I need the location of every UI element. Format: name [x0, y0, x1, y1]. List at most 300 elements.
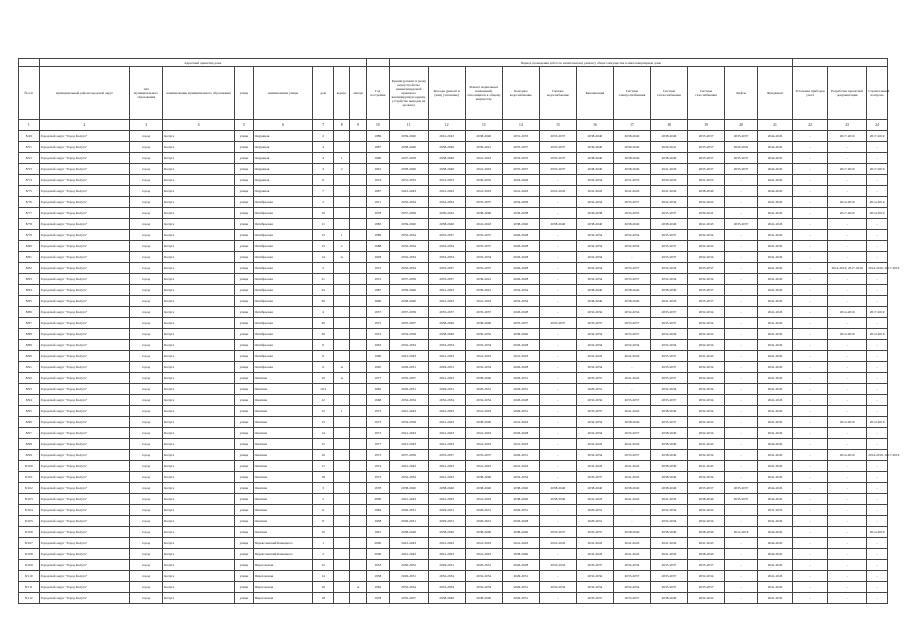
table-cell: 2044-2045: [758, 439, 793, 450]
table-cell: 2041-2043: [428, 351, 465, 362]
table-cell: 2035-2037: [539, 142, 576, 153]
table-cell: улица: [235, 538, 254, 549]
table-cell: Городской округ "Город Калуга": [39, 527, 130, 538]
table-cell: улица: [235, 175, 254, 186]
table-cell: 2038-2040: [613, 164, 650, 175]
table-cell: 2032-2034: [688, 395, 725, 406]
table-cell: улица: [235, 483, 254, 494]
table-cell: -: [613, 516, 650, 527]
table-cell: 2041-2043: [576, 461, 613, 472]
table-cell: -: [725, 439, 758, 450]
table-cell: Городской округ "Город Калуга": [39, 164, 130, 175]
table-cell: 2038-2040: [650, 593, 687, 604]
table-cell: -: [725, 549, 758, 560]
table-cell: 2032-2034: [650, 505, 687, 516]
table-cell: 2041-2043: [428, 472, 465, 483]
table-cell: 2032-2034: [688, 197, 725, 208]
column-header: Лифты: [725, 67, 758, 120]
table-cell: Городской округ "Город Калуга": [39, 219, 130, 230]
table-cell: -: [828, 505, 867, 516]
table-cell: 8/91: [19, 362, 40, 373]
table-cell: -: [793, 439, 828, 450]
table-cell: 2041-2043: [758, 296, 793, 307]
table-cell: Окружная: [253, 164, 313, 175]
table-cell: 2035-2037: [389, 318, 428, 329]
table-cell: город: [130, 549, 163, 560]
table-row: [19, 527, 888, 538]
table-cell: 8/94: [19, 395, 40, 406]
table-cell: 2035-2037: [428, 450, 465, 461]
table-cell: -: [828, 252, 867, 263]
table-cell: город: [130, 450, 163, 461]
table-cell: [350, 252, 367, 263]
table-cell: 2044-2045: [758, 186, 793, 197]
table-cell: 1987: [366, 142, 389, 153]
table-cell: Городской округ "Город Калуга": [39, 285, 130, 296]
table-cell: 2032-2034: [613, 230, 650, 241]
column-number: 18: [650, 120, 687, 131]
table-cell: 2041-2043: [758, 362, 793, 373]
table-cell: 2041-2043: [539, 186, 576, 197]
table-cell: 2035-2037: [688, 142, 725, 153]
table-cell: Окружная: [253, 175, 313, 186]
table-cell: 2030-2032: [389, 560, 428, 571]
table-cell: Городской округ "Город Калуга": [39, 329, 130, 340]
table-cell: 2038-2040: [539, 219, 576, 230]
table-cell: 2041-2043: [758, 472, 793, 483]
table-cell: улица: [235, 208, 254, 219]
table-cell: Калуга: [163, 582, 235, 593]
column-number-row: [19, 120, 888, 131]
table-cell: Городской округ "Город Калуга": [39, 252, 130, 263]
table-cell: 2026-2028: [502, 252, 539, 263]
table-cell: -: [793, 197, 828, 208]
table-cell: улица: [235, 494, 254, 505]
column-header: Строительный контроль: [867, 67, 888, 120]
table-cell: -: [539, 307, 576, 318]
table-cell: город: [130, 483, 163, 494]
table-cell: улица: [235, 560, 254, 571]
table-cell: 14: [313, 252, 334, 263]
table-cell: 2032-2034: [688, 450, 725, 461]
table-row: [19, 560, 888, 571]
table-cell: -: [725, 450, 758, 461]
table-cell: -: [613, 252, 650, 263]
table-cell: -: [793, 164, 828, 175]
table-cell: Октябрьская: [253, 241, 313, 252]
table-cell: -: [539, 549, 576, 560]
table-cell: 2041-2043: [389, 351, 428, 362]
table-cell: 2026-2028: [502, 428, 539, 439]
table-cell: -: [828, 186, 867, 197]
table-cell: 8/102: [19, 483, 40, 494]
table-cell: 8/81: [19, 252, 40, 263]
table-cell: 2041-2043: [758, 285, 793, 296]
table-cell: 2038-2040: [613, 527, 650, 538]
table-cell: 2017-2019: [867, 131, 888, 142]
table-cell: -: [867, 318, 888, 329]
table-cell: 2029-2031: [389, 362, 428, 373]
table-cell: 2044-2045: [758, 527, 793, 538]
table-cell: Калуга: [163, 494, 235, 505]
table-cell: 2035-2037: [650, 395, 687, 406]
table-cell: 2038-2040: [465, 483, 502, 494]
table-cell: Калуга: [163, 560, 235, 571]
table-cell: 2038-2040: [688, 527, 725, 538]
table-cell: 2035-2037: [688, 164, 725, 175]
table-cell: 8/76: [19, 197, 40, 208]
table-cell: 2032-2034: [576, 307, 613, 318]
table-cell: 8/79: [19, 230, 40, 241]
table-cell: Городской округ "Город Калуга": [39, 483, 130, 494]
table-cell: 2035-2037: [576, 406, 613, 417]
table-cell: улица: [235, 505, 254, 516]
table-cell: 2032-2034: [576, 395, 613, 406]
table-cell: 2035-2037: [428, 230, 465, 241]
table-cell: Калуга: [163, 230, 235, 241]
table-cell: улица: [235, 417, 254, 428]
table-cell: 2017-2019: [828, 208, 867, 219]
table-cell: 2041-2043: [758, 406, 793, 417]
table-cell: Окопная: [253, 483, 313, 494]
table-cell: 1973: [366, 472, 389, 483]
table-cell: 13: [313, 230, 334, 241]
table-cell: 2041-2043: [465, 406, 502, 417]
table-cell: Городской округ "Город Калуга": [39, 351, 130, 362]
table-cell: 2041-2043: [650, 186, 687, 197]
table-cell: 1960: [366, 351, 389, 362]
table-cell: 2035-2037: [688, 285, 725, 296]
table-cell: 2032-2034: [502, 472, 539, 483]
table-cell: 1975: [366, 318, 389, 329]
column-number: 2: [39, 120, 130, 131]
table-cell: [350, 208, 367, 219]
table-cell: Октябрьская: [253, 285, 313, 296]
table-cell: Городской округ "Город Калуга": [39, 538, 130, 549]
table-cell: 2031-2033: [758, 505, 793, 516]
table-cell: город: [130, 351, 163, 362]
table-cell: 2035-2037: [576, 560, 613, 571]
table-cell: 2032-2034: [688, 505, 725, 516]
table-cell: 2038-2040: [576, 131, 613, 142]
table-cell: -: [828, 384, 867, 395]
column-header: наименование улицы: [253, 67, 313, 120]
table-row: [19, 252, 888, 263]
table-cell: 2038-2040: [576, 219, 613, 230]
table-cell: 1990: [366, 296, 389, 307]
table-row: [19, 329, 888, 340]
table-cell: 2038-2040: [465, 131, 502, 142]
table-cell: 1972: [366, 263, 389, 274]
table-cell: улица: [235, 549, 254, 560]
table-cell: 2035-2037: [725, 219, 758, 230]
table-cell: -: [793, 142, 828, 153]
table-cell: Окружная: [253, 186, 313, 197]
table-cell: [350, 505, 367, 516]
table-cell: 2032-2034: [650, 274, 687, 285]
table-cell: -: [725, 208, 758, 219]
table-cell: 2041-2043: [650, 538, 687, 549]
table-cell: 2041-2043: [758, 230, 793, 241]
table-cell: 2029-2031: [502, 571, 539, 582]
table-cell: 5: [313, 494, 334, 505]
table-cell: город: [130, 197, 163, 208]
table-cell: 2038-2040: [389, 527, 428, 538]
table-cell: 2041-2043: [613, 494, 650, 505]
table-cell: Калуга: [163, 175, 235, 186]
table-cell: 2041-2043: [650, 164, 687, 175]
table-cell: -: [793, 318, 828, 329]
table-cell: -: [725, 285, 758, 296]
table-cell: [350, 538, 367, 549]
table-cell: 2026-2028: [502, 307, 539, 318]
table-cell: 2029-2031: [502, 582, 539, 593]
table-cell: Пироговская: [253, 571, 313, 582]
table-cell: 2032-2034: [613, 307, 650, 318]
table-cell: Городской округ "Город Калуга": [39, 340, 130, 351]
table-cell: 2032-2034: [428, 252, 465, 263]
table-cell: 8/90: [19, 351, 40, 362]
table-cell: 2014-2016: [867, 527, 888, 538]
table-cell: 2032-2034: [576, 175, 613, 186]
column-header-row: [19, 67, 888, 120]
table-cell: Калуга: [163, 439, 235, 450]
table-cell: 2026-2028: [502, 395, 539, 406]
table-cell: город: [130, 395, 163, 406]
table-cell: город: [130, 538, 163, 549]
table-cell: -: [828, 538, 867, 549]
table-cell: 1958: [366, 571, 389, 582]
table-cell: город: [130, 296, 163, 307]
table-cell: [333, 384, 349, 395]
table-cell: Городской округ "Город Калуга": [39, 494, 130, 505]
table-cell: 2035-2037: [613, 274, 650, 285]
table-cell: 2037-2039: [389, 307, 428, 318]
table-row: [19, 197, 888, 208]
column-number: 22: [793, 120, 828, 131]
table-cell: 2017-2019: [828, 164, 867, 175]
table-cell: 2032-2034: [688, 472, 725, 483]
table-cell: 2029-2031: [428, 516, 465, 527]
table-row: [19, 131, 888, 142]
table-cell: Городской округ "Город Калуга": [39, 263, 130, 274]
table-cell: -: [793, 461, 828, 472]
table-cell: 4: [313, 142, 334, 153]
table-cell: 2038-2040: [428, 164, 465, 175]
column-header: наименование муниципального образования: [163, 67, 235, 120]
table-row: [19, 494, 888, 505]
table-cell: 2035-2037: [613, 593, 650, 604]
table-cell: -: [867, 186, 888, 197]
table-cell: Городской округ "Город Калуга": [39, 197, 130, 208]
table-cell: 2037-2039: [389, 450, 428, 461]
table-cell: 6: [313, 340, 334, 351]
table-cell: 2014-2019: [867, 208, 888, 219]
table-cell: Окружная: [253, 153, 313, 164]
table-cell: 2032-2034: [688, 307, 725, 318]
table-cell: город: [130, 318, 163, 329]
table-cell: Октябрьская: [253, 208, 313, 219]
table-cell: Окопная: [253, 527, 313, 538]
table-cell: -: [793, 252, 828, 263]
table-cell: 9: [313, 362, 334, 373]
table-row: [19, 208, 888, 219]
table-cell: Калуга: [163, 219, 235, 230]
table-cell: 6: [313, 505, 334, 516]
table-cell: 2041-2043: [688, 461, 725, 472]
table-cell: -: [793, 516, 828, 527]
table-cell: Окопная: [253, 417, 313, 428]
table-cell: 12: [313, 406, 334, 417]
table-row: [19, 428, 888, 439]
table-cell: 2032-2034: [688, 274, 725, 285]
table-cell: [350, 494, 367, 505]
table-cell: 2041-2043: [502, 538, 539, 549]
table-cell: 2038-2040: [576, 153, 613, 164]
table-cell: -: [793, 219, 828, 230]
table-cell: 8/99: [19, 450, 40, 461]
table-cell: -: [725, 340, 758, 351]
table-cell: улица: [235, 263, 254, 274]
table-cell: 2041-2043: [428, 296, 465, 307]
table-cell: 2031-2033: [389, 175, 428, 186]
table-cell: 2029-2031: [502, 384, 539, 395]
table-row: [19, 230, 888, 241]
table-cell: [350, 549, 367, 560]
table-cell: Окопная: [253, 439, 313, 450]
table-cell: -: [539, 571, 576, 582]
table-cell: 2038-2040: [650, 439, 687, 450]
table-cell: 2041-2043: [758, 417, 793, 428]
table-cell: [333, 186, 349, 197]
table-cell: -: [793, 538, 828, 549]
table-cell: 2038-2040: [613, 131, 650, 142]
table-cell: Калуга: [163, 186, 235, 197]
table-row: [19, 384, 888, 395]
table-cell: 2032-2034: [688, 230, 725, 241]
table-cell: 3: [313, 483, 334, 494]
table-cell: 1971: [366, 197, 389, 208]
table-cell: 2035-2037: [465, 197, 502, 208]
table-cell: 2041-2043: [613, 439, 650, 450]
table-cell: 12: [313, 395, 334, 406]
table-cell: 2029-2031: [389, 516, 428, 527]
table-cell: город: [130, 593, 163, 604]
table-cell: 2041-2043: [576, 549, 613, 560]
table-cell: -: [613, 362, 650, 373]
table-cell: 2036-2038: [502, 208, 539, 219]
table-cell: 2029-2031: [428, 362, 465, 373]
table-cell: 2029-2031: [465, 560, 502, 571]
table-cell: -: [867, 494, 888, 505]
table-cell: [350, 560, 367, 571]
table-cell: 21: [313, 274, 334, 285]
table-cell: 2041-2043: [428, 373, 465, 384]
table-cell: -: [725, 571, 758, 582]
table-cell: 11: [313, 219, 334, 230]
table-cell: 2038-2040: [576, 296, 613, 307]
table-cell: 8/111: [19, 582, 40, 593]
table-cell: 2041-2043: [688, 538, 725, 549]
table-cell: Калуга: [163, 406, 235, 417]
table-cell: -: [867, 384, 888, 395]
table-cell: 2035-2037: [688, 560, 725, 571]
table-cell: Городской округ "Город Калуга": [39, 406, 130, 417]
table-cell: -: [867, 285, 888, 296]
table-cell: 2038-2040: [428, 483, 465, 494]
table-cell: -: [828, 175, 867, 186]
table-cell: 2041-2043: [688, 439, 725, 450]
table-cell: Калуга: [163, 307, 235, 318]
table-cell: 1963: [366, 340, 389, 351]
table-cell: [350, 439, 367, 450]
table-cell: -: [539, 252, 576, 263]
table-cell: город: [130, 274, 163, 285]
table-cell: улица: [235, 406, 254, 417]
table-cell: 2035-2037: [613, 329, 650, 340]
table-cell: 2032-2034: [389, 395, 428, 406]
table-cell: 2038-2040: [613, 153, 650, 164]
table-cell: 2038-2040: [576, 285, 613, 296]
table-row: [19, 417, 888, 428]
table-cell: 2038-2040: [650, 219, 687, 230]
table-cell: -: [828, 362, 867, 373]
table-cell: -: [867, 538, 888, 549]
table-cell: 2041-2043: [758, 263, 793, 274]
table-cell: 4: [313, 164, 334, 175]
table-cell: 2038-2040: [650, 285, 687, 296]
table-cell: 2041-2043: [502, 439, 539, 450]
table-cell: улица: [235, 153, 254, 164]
table-cell: -: [725, 252, 758, 263]
table-cell: улица: [235, 285, 254, 296]
table-cell: [350, 285, 367, 296]
table-cell: Калуга: [163, 318, 235, 329]
table-cell: 16: [313, 582, 334, 593]
table-cell: 2041-2043: [758, 197, 793, 208]
column-number: 8: [333, 120, 349, 131]
table-cell: Городской округ "Город Калуга": [39, 131, 130, 142]
table-cell: 2038-2040: [389, 483, 428, 494]
column-number: 7: [313, 120, 334, 131]
table-cell: 2035-2037: [688, 153, 725, 164]
table-cell: 8/89: [19, 340, 40, 351]
table-cell: 2: [313, 549, 334, 560]
table-cell: 2029-2031: [389, 571, 428, 582]
table-cell: 2041-2043: [758, 307, 793, 318]
table-cell: 2035-2037: [576, 593, 613, 604]
table-cell: улица: [235, 142, 254, 153]
table-cell: 2029-2031: [576, 505, 613, 516]
table-cell: 2029-2031: [502, 593, 539, 604]
table-cell: 2026-2028: [502, 362, 539, 373]
table-cell: -: [867, 439, 888, 450]
column-number: 5: [235, 120, 254, 131]
table-cell: улица: [235, 593, 254, 604]
table-cell: 18: [313, 472, 334, 483]
table-cell: 1978: [366, 593, 389, 604]
table-cell: 2038-2040: [428, 318, 465, 329]
table-cell: [333, 340, 349, 351]
table-cell: [333, 219, 349, 230]
column-number: 13: [465, 120, 502, 131]
table-cell: 2014-2016: [867, 417, 888, 428]
table-cell: -: [539, 439, 576, 450]
table-cell: улица: [235, 274, 254, 285]
table-cell: 2029-2031: [389, 505, 428, 516]
column-number: 14: [502, 120, 539, 131]
table-cell: Октябрьская: [253, 329, 313, 340]
